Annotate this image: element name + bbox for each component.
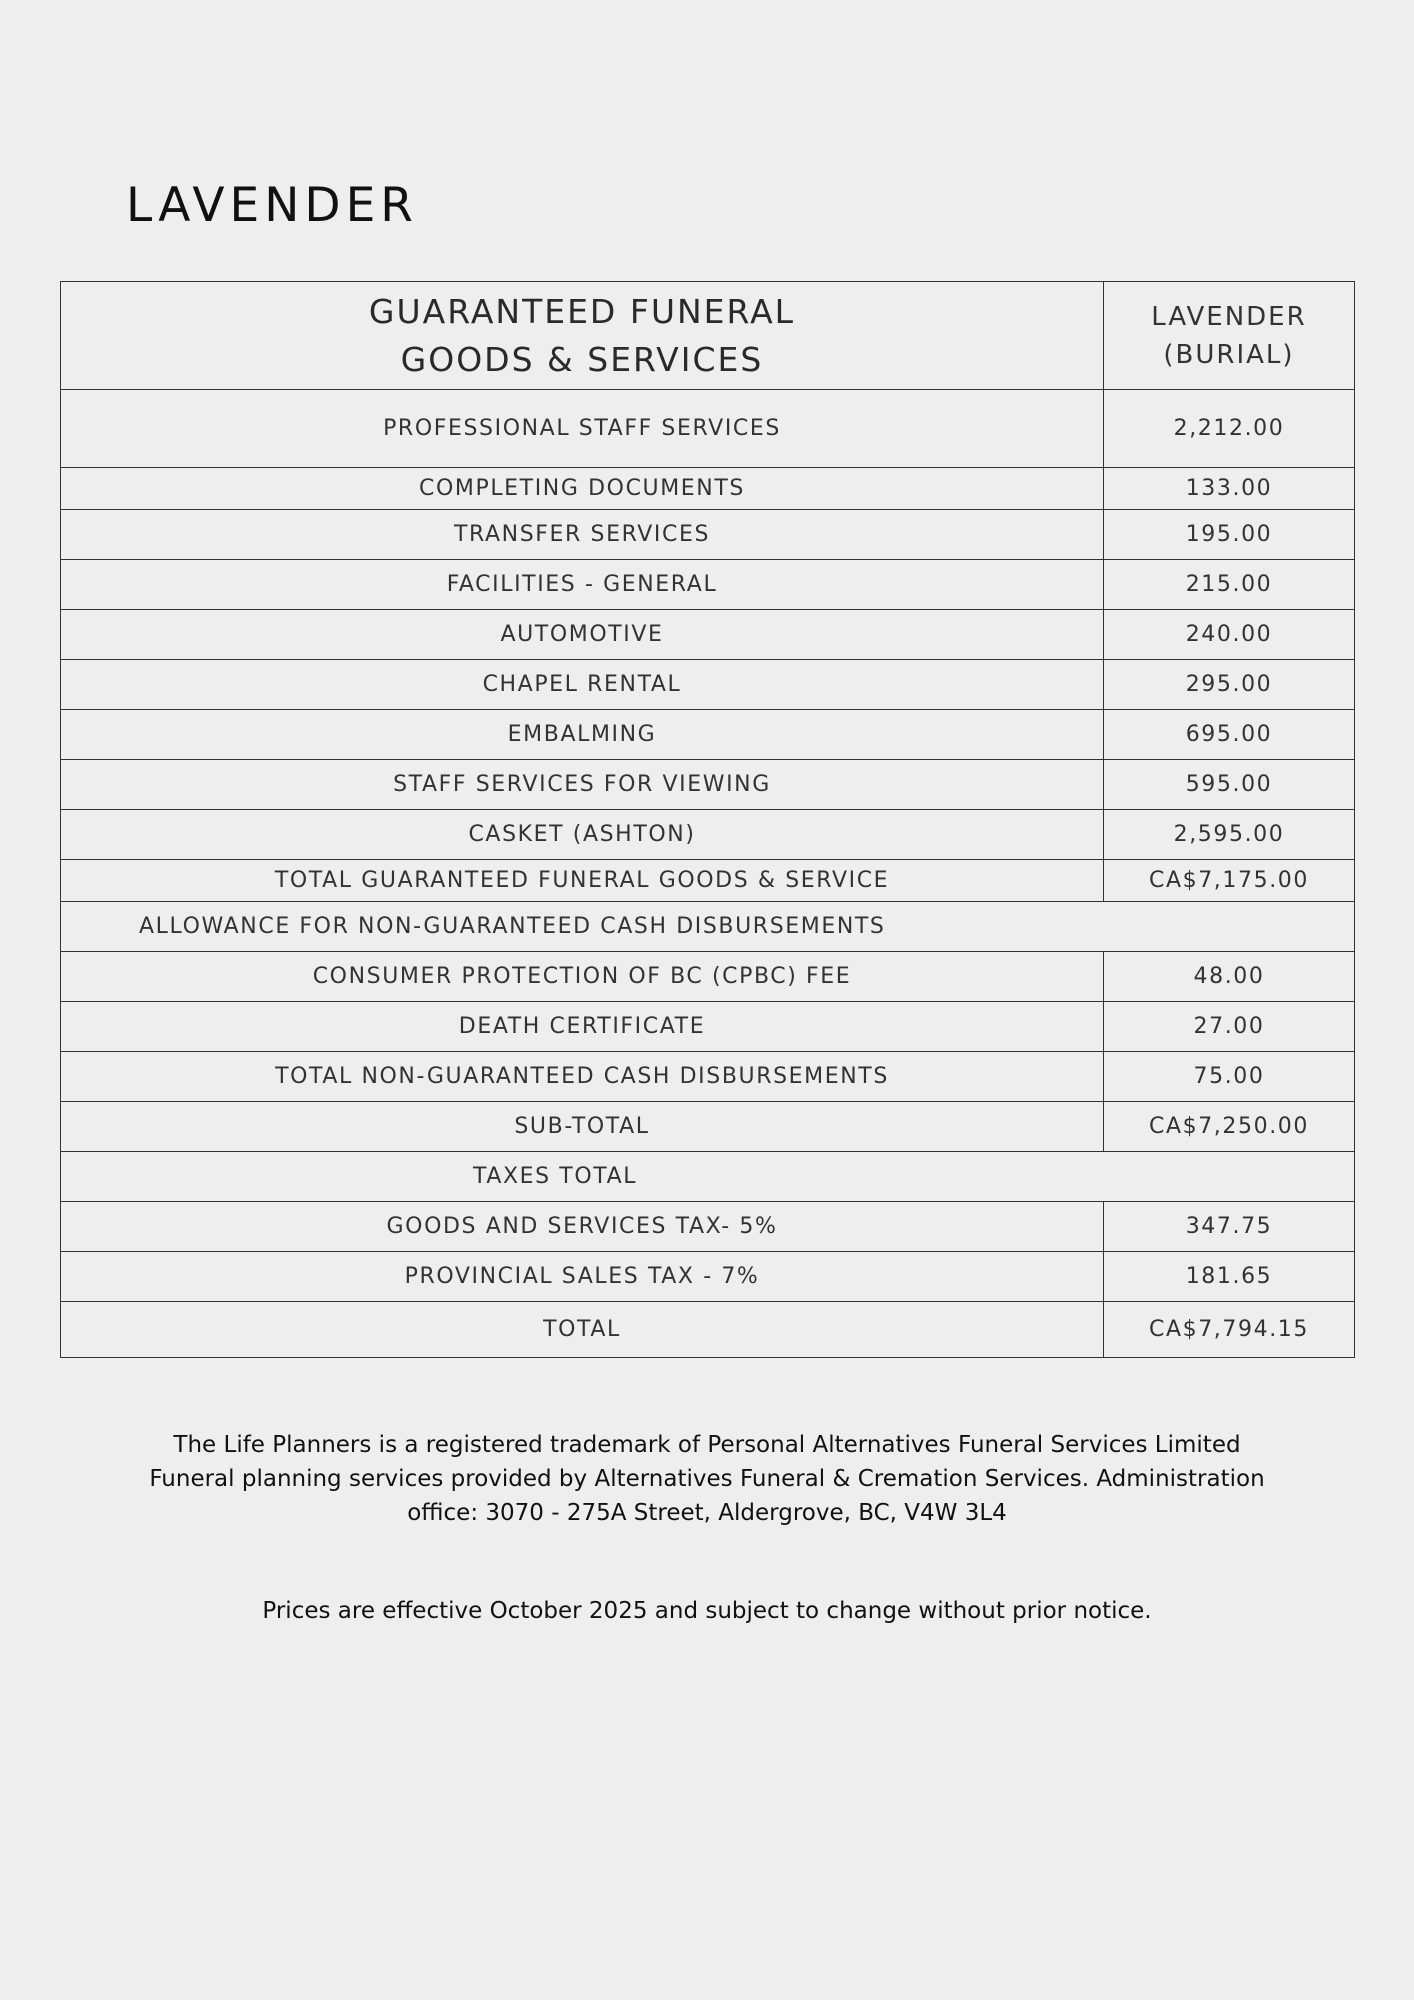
page-title: LAVENDER xyxy=(126,178,418,233)
tax-label: PROVINCIAL SALES TAX - 7% xyxy=(61,1252,1104,1302)
price-notice: Prices are effective October 2025 and subject to change without prior notice. xyxy=(262,1598,1152,1624)
item-label: AUTOMOTIVE xyxy=(61,610,1104,660)
item-value: 215.00 xyxy=(1104,560,1355,610)
item-label: DEATH CERTIFICATE xyxy=(61,1002,1104,1052)
footer-line: Funeral planning services provided by Alternatives Funeral & Cremation Services. Administration xyxy=(149,1466,1265,1492)
item-label: CASKET (ASHTON) xyxy=(61,810,1104,860)
legal-footer xyxy=(100,1428,1314,1530)
header-package-line1: LAVENDER xyxy=(1151,301,1307,332)
item-value: 2,212.00 xyxy=(1104,390,1355,468)
item-label: CHAPEL RENTAL xyxy=(61,660,1104,710)
header-services-line2: GOODS & SERVICES xyxy=(400,339,764,379)
header-services xyxy=(61,282,1104,390)
table-row xyxy=(61,810,1355,860)
item-label: FACILITIES - GENERAL xyxy=(61,560,1104,610)
subtotal-value: CA$7,250.00 xyxy=(1104,1102,1355,1152)
table-row xyxy=(61,560,1355,610)
table-header-row xyxy=(61,282,1355,390)
disbursements-total-row xyxy=(61,1052,1355,1102)
price-table xyxy=(60,281,1355,1358)
item-label: COMPLETING DOCUMENTS xyxy=(61,468,1104,510)
item-value: 27.00 xyxy=(1104,1002,1355,1052)
disbursements-total-value: 75.00 xyxy=(1104,1052,1355,1102)
table-row xyxy=(61,760,1355,810)
tax-label: GOODS AND SERVICES TAX- 5% xyxy=(61,1202,1104,1252)
header-services-line1: GUARANTEED FUNERAL xyxy=(368,291,796,331)
tax-value: 181.65 xyxy=(1104,1252,1355,1302)
footer-line: office: 3070 - 275A Street, Aldergrove, BC, V4W 3L4 xyxy=(407,1500,1007,1526)
taxes-heading-row xyxy=(61,1152,1355,1202)
subtotal-row xyxy=(61,1102,1355,1152)
guaranteed-total-label: TOTAL GUARANTEED FUNERAL GOODS & SERVICE xyxy=(61,860,1104,902)
table-row xyxy=(61,660,1355,710)
item-value: 195.00 xyxy=(1104,510,1355,560)
tax-value: 347.75 xyxy=(1104,1202,1355,1252)
item-label: TRANSFER SERVICES xyxy=(61,510,1104,560)
table-row xyxy=(61,952,1355,1002)
item-value: 595.00 xyxy=(1104,760,1355,810)
table-row xyxy=(61,1202,1355,1252)
allowance-heading-row xyxy=(61,902,1355,952)
grand-total-row xyxy=(61,1302,1355,1358)
item-label: EMBALMING xyxy=(61,710,1104,760)
item-value: 133.00 xyxy=(1104,468,1355,510)
header-package-line2: (BURIAL) xyxy=(1163,339,1295,370)
guaranteed-total-value: CA$7,175.00 xyxy=(1104,860,1355,902)
item-label: PROFESSIONAL STAFF SERVICES xyxy=(61,390,1104,468)
item-value: 295.00 xyxy=(1104,660,1355,710)
table-row xyxy=(61,710,1355,760)
taxes-heading: TAXES TOTAL xyxy=(61,1152,1355,1202)
table-row xyxy=(61,468,1355,510)
table-row xyxy=(61,510,1355,560)
table-row xyxy=(61,1002,1355,1052)
footer-line: The Life Planners is a registered trademark of Personal Alternatives Funeral Services Limited xyxy=(173,1432,1241,1458)
table-row xyxy=(61,1252,1355,1302)
disbursements-total-label: TOTAL NON-GUARANTEED CASH DISBURSEMENTS xyxy=(61,1052,1104,1102)
guaranteed-total-row xyxy=(61,860,1355,902)
item-value: 2,595.00 xyxy=(1104,810,1355,860)
item-value: 240.00 xyxy=(1104,610,1355,660)
item-label: STAFF SERVICES FOR VIEWING xyxy=(61,760,1104,810)
subtotal-label: SUB-TOTAL xyxy=(61,1102,1104,1152)
item-value: 695.00 xyxy=(1104,710,1355,760)
grand-total-value: CA$7,794.15 xyxy=(1104,1302,1355,1358)
header-package xyxy=(1104,282,1355,390)
item-label: CONSUMER PROTECTION OF BC (CPBC) FEE xyxy=(61,952,1104,1002)
table-row xyxy=(61,610,1355,660)
allowance-heading: ALLOWANCE FOR NON-GUARANTEED CASH DISBURSEMENTS xyxy=(61,902,1355,952)
table-row xyxy=(61,390,1355,468)
grand-total-label: TOTAL xyxy=(61,1302,1104,1358)
item-value: 48.00 xyxy=(1104,952,1355,1002)
